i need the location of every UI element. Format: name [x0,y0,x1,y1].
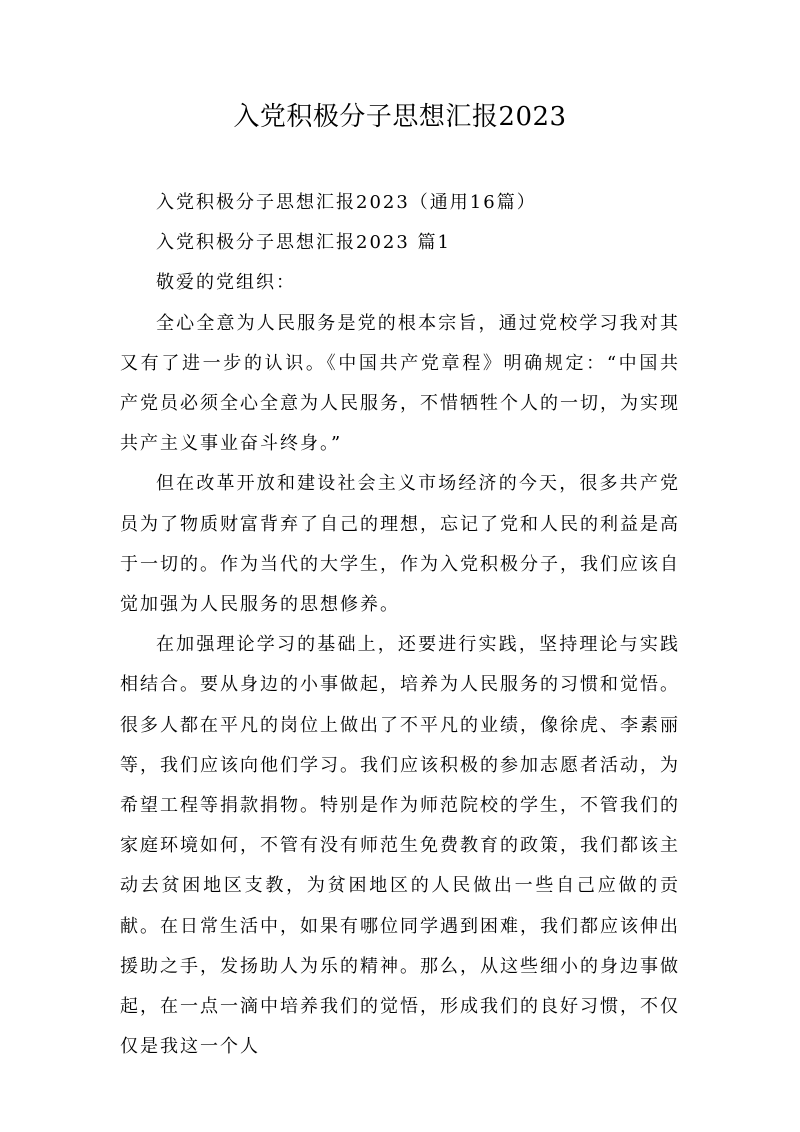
salutation: 敬爱的党组织： [156,272,296,294]
body-paragraph: 全心全意为人民服务是党的根本宗旨，通过党校学习我对其又有了进一步的认识。《中国共产党章程》明确规定：“中国共产党员必须全心全意为人民服务，不惜牺牲个人的一切，为实现共产主义事业奋斗终身。” [120,312,680,455]
document-body [120,183,680,1067]
subtitle-line: 入党积极分子思想汇报2023（通用16篇） [156,192,537,213]
section-heading: 入党积极分子思想汇报2023 篇1 [156,232,451,254]
body-paragraph: 在加强理论学习的基础上，还要进行实践，坚持理论与实践相结合。要从身边的小事做起，培养为人民服务的习惯和觉悟。很多人都在平凡的岗位上做出了不平凡的业绩，像徐虎、李素丽等，我们应该向他们学习。我们应该积极的参加志愿者活动，为希望工程等捐款捐物。特别是作为师范院校的学生，不管我们的家庭环境如何，不管有没有师范生免费教育的政策，我们都该主动去贫困地区支教，为贫困地区的人民做出一些自己应做的贡献。在日常生活中，如果有哪位同学遇到困难，我们都应该伸出援助之手，发扬助人为乐的精神。那么，从这些细小的身边事做起，在一点一滴中培养我们的觉悟，形成我们的良好习惯，不仅仅是我这一个人 [120,634,680,1058]
body-paragraph: 但在改革开放和建设社会主义市场经济的今天，很多共产党员为了物质财富背弃了自己的理想，忘记了党和人民的利益是高于一切的。作为当代的大学生，作为入党积极分子，我们应该自觉加强为人民服务的思想修养。 [120,473,680,616]
document-title: 入党积极分子思想汇报2023 [233,102,567,132]
